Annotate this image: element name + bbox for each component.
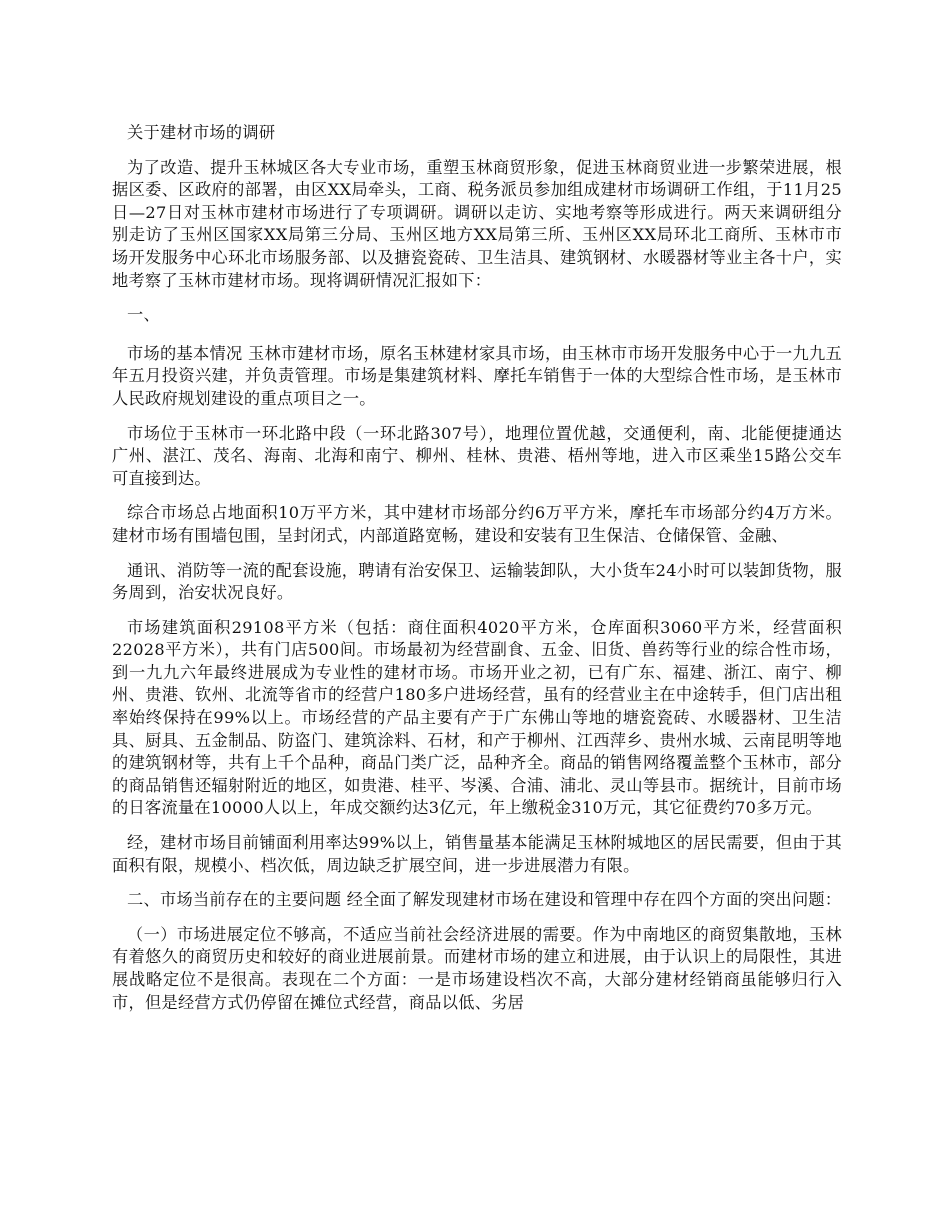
section-heading-2: 二、市场当前存在的主要问题 经全面了解发现建材市场在建设和管理中存在四个方面的突出问题： [127, 890, 842, 910]
section-heading-1: 一、 [127, 305, 160, 325]
paragraph-market-overview: 市场的基本情况 玉林市建材市场，原名玉林建材家具市场，由玉林市市场开发服务中心于一九九五年五月投资兴建，并负责管理。市场是集建筑材料、摩托车销售于一体的大型综合性市场，是玉林市人民政府规划建设的重点项目之一。 [112, 343, 842, 408]
paragraph-location: 市场位于玉林市一环北路中段（一环北路307号），地理位置优越，交通便利，南、北能便捷通达广州、湛江、茂名、海南、北海和南宁、柳州、桂林、贵港、梧州等地，进入市区乘坐15路公交车可直接到达。 [112, 423, 842, 488]
paragraph-utilization: 经，建材市场目前铺面利用率达99%以上，销售量基本能满足玉林附城地区的居民需要，但由于其面积有限，规模小、档次低，周边缺乏扩展空间，进一步进展潜力有限。 [112, 833, 842, 875]
paragraph-area: 综合市场总占地面积10万平方米，其中建材市场部分约6万平方米，摩托车市场部分约4万方米。建材市场有围墙包围，呈封闭式，内部道路宽畅，建设和安装有卫生保洁、仓储保管、金融、 [112, 503, 842, 545]
paragraph-intro: 为了改造、提升玉林城区各大专业市场，重塑玉林商贸形象，促进玉林商贸业进一步繁荣进展，根据区委、区政府的部署，由区XX局牵头，工商、税务派员参加组成建材市场调研工作组，于11月25日—27日对玉林市建材市场进行了专项调研。调研以走访、实地考察等形成进行。两天来调研组分别走访了玉州区国家XX局第三分局、玉州区地方XX局第三所、玉州区XX局环北工商所、玉林市市场开发服务中心环北市场服务部、以及搪瓷瓷砖、卫生洁具、建筑钢材、水暖器材等业主各十户，实地考察了玉林市建材市场。现将调研情况汇报如下： [112, 157, 842, 290]
paragraph-building-area: 市场建筑面积29108平方米（包括：商住面积4020平方米，仓库面积3060平方米，经营面积22028平方米），共有门店500间。市场最初为经营副食、五金、旧货、兽药等行业的综合性市场，到一九九六年最终进展成为专业性的建材市场。市场开业之初，已有广东、福建、浙江、南宁、柳州、贵港、钦州、北流等省市的经营户180多户进场经营，虽有的经营业主在中途转手，但门店出租率始终保持在99%以上。市场经营的产品主要有产于广东佛山等地的塘瓷瓷砖、水暖器材、卫生洁具、厨具、五金制品、防盗门、建筑涂料、石材，和产于柳州、江西萍乡、贵州水城、云南昆明等地的建筑钢材等，共有上千个品种，商品门类广泛，品种齐全。商品的销售网络覆盖整个玉林市，部分的商品销售还辐射附近的地区，如贵港、桂平、岑溪、合浦、浦北、灵山等县市。据统计，目前市场的日客流量在10000人以上，年成交额约达3亿元，年上缴税金310万元，其它征费约70多万元。 [112, 617, 842, 818]
paragraph-facilities: 通讯、消防等一流的配套设施，聘请有治安保卫、运输装卸队，大小货车24小时可以装卸货物，服务周到，治安状况良好。 [112, 560, 842, 603]
paragraph-problem-1: （一）市场进展定位不够高，不适应当前社会经济进展的需要。作为中南地区的商贸集散地，玉林有着悠久的商贸历史和较好的商业进展前景。而建材市场的建立和进展，由于认识上的局限性，其进展战略定位不是很高。表现在二个方面：一是市场建设档次不高，大部分建材经销商虽能够归行入市，但是经营方式仍停留在摊位式经营，商品以低、劣居 [112, 924, 842, 1012]
document-title: 关于建材市场的调研 [127, 123, 276, 142]
document-page [112, 122, 842, 1026]
